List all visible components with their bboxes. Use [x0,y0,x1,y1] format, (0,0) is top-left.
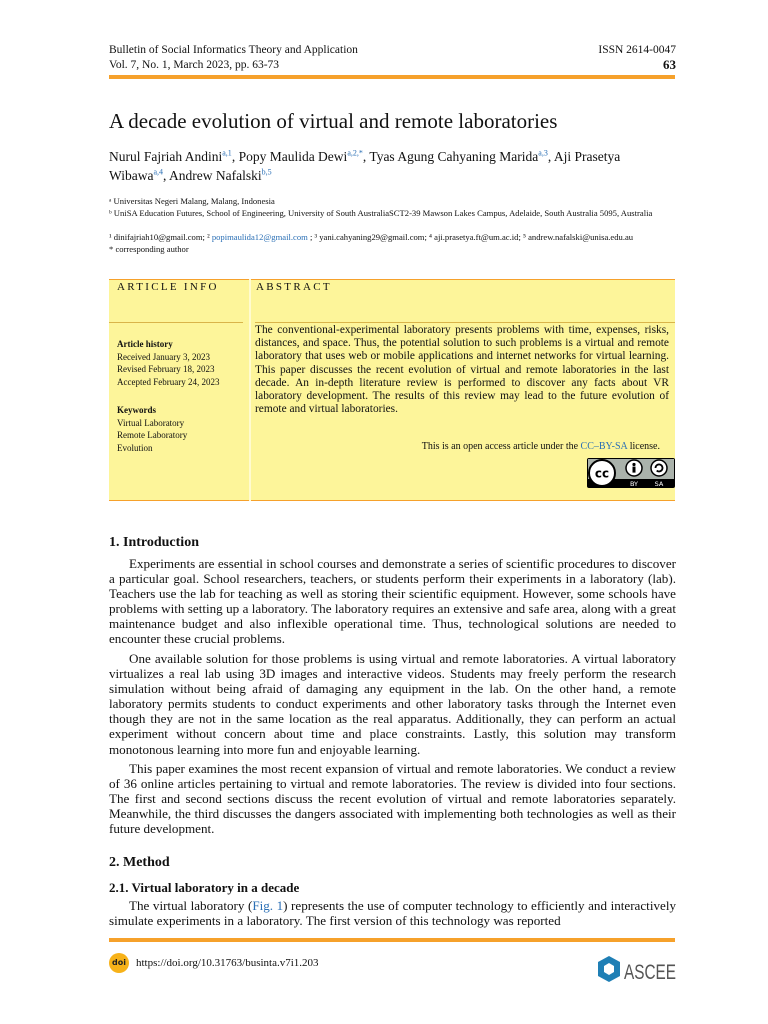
author-name: Popy Maulida Dewi [238,149,348,164]
author-sup[interactable]: a,1 [222,148,232,158]
paragraph-text: One available solution for those problems is using virtual and remote laboratories. A virtual laboratory virtualizes a real lab using 3D images and interactive videos. Students may freely perform the research simulation without being afraid of damaging any equipment in the lab. On the other hand, a remote laboratory permits students to conduct experiments and other laboratory tasks through the Internet even though they are not in the same location as the real apparatus. Additionally, they can perform an actual experiment without concern about time and place constraints. Lastly, this solution may transform monotonous learning into more fun and enjoyable learning. [109,651,676,757]
received-date: Received January 3, 2023 [117,352,210,362]
author-sup[interactable]: b,5 [261,167,272,177]
license-link[interactable]: CC–BY-SA [580,441,628,452]
abstract-text: The conventional-experimental laboratory presents problems with time, expenses, risks, distances, and space. Thus, the potential solution to such problems is a virtual and remote laboratory that uses web or mobile applications and internet networks for virtual learning. This paper discusses the recent evolution of virtual and remote laboratories in the last decade. An in-depth literature review is performed to discover any facts about VR laboratory development. The results of this review may lead to the future evolution of remote and virtual laboratories. [255,324,669,416]
issn: ISSN 2614-0047 [598,44,676,56]
footer-divider [109,938,675,942]
license-text: This is an open access article under the [421,441,581,452]
ascee-logo [596,954,676,993]
keyword-item: Remote Laboratory [117,430,188,440]
author-emails [109,231,679,243]
info-rule [109,322,243,323]
paragraph-text: The virtual laboratory ( [129,898,253,913]
header-divider [109,75,675,79]
doi-icon: doi [109,953,129,973]
volume-info: Vol. 7, No. 1, March 2023, pp. 63-73 [109,59,280,71]
intro-paragraph-3 [109,761,676,836]
figure-link[interactable]: Fig. 1 [252,898,284,913]
paragraph-text: Experiments are essential in school courses and demonstrate a series of scientific procedures to discover a particular goal. School researchers, teachers, or students perform their experiments in a laboratory (lab). Teachers use the lab for teaching as well as storing their scientific equipment. However, some schools have problems with setting up a laboratory. The laboratory requires an extensive and safe area, along with a great maintenance budget and also inflexible operational time. Thus, technological solutions are needed to encounter these crucial problems. [109,556,676,647]
ascee-logo-graphic [596,954,676,988]
emails-text: ; ³ yani.cahyaning29@gmail.com; ⁴ aji.prasetya.ft@um.ac.id; ⁵ andrew.nafalski@unisa.edu.au [307,232,634,242]
intro-heading: 1. Introduction [109,535,199,550]
method-heading: 2. Method [109,855,170,870]
author-sep: , [163,168,170,183]
license-line [422,441,660,452]
author-sep: , [231,149,239,164]
license-text: license. [627,441,660,452]
paper-title: A decade evolution of virtual and remote laboratories [109,109,558,133]
subsection-heading: 2.1. Virtual laboratory in a decade [109,880,300,895]
paragraph-text: This paper examines the most recent expansion of virtual and remote laboratories. We conduct a review of 36 online articles pertaining to virtual and remote laboratories. The review is divided into four sections. The first and second sections discuss the recent evolution of virtual and remote laboratories separately. Meanwhile, the third discusses the dangers associated with implementing both technologies as well as their future development. [109,761,676,837]
box-column-divider [249,279,251,501]
page-number: 63 [663,57,676,72]
abstract-rule [255,322,675,323]
cc-badge-graphic [587,458,675,488]
keywords-label: Keywords [117,405,156,415]
revised-date: Revised February 18, 2023 [117,364,215,374]
author-list [109,147,679,185]
journal-name: Bulletin of Social Informatics Theory and Application [109,44,358,56]
author-sup[interactable]: a,4 [153,167,163,177]
cc-by-sa-badge[interactable] [587,458,675,488]
abstract-heading: ABSTRACT [256,281,332,293]
keyword-item: Evolution [117,443,153,453]
publisher-name: ASCEE [624,961,676,984]
accepted-date: Accepted February 24, 2023 [117,377,220,387]
author-name: Aji Prasetya Wibawa [109,149,621,183]
affiliation-b: ᵇ UniSA Education Futures, School of Engineering, University of South AustraliaSCT2-39 Mawson Lakes Campus, Adelaide, South Australia 5095, Australia [109,208,653,218]
email-link[interactable]: popimaulida12@gmail.com [211,232,308,242]
keyword-item: Virtual Laboratory [117,418,185,428]
share-alike-icon [651,460,667,476]
author-name: Tyas Agung Cahyaning Marida [369,149,539,164]
box-bottom-rule [109,500,675,501]
article-info-heading: ARTICLE INFO [117,281,219,293]
author-sup[interactable]: a,3 [538,148,548,158]
cc-sa-label: SA [654,480,664,488]
history-label: Article history [117,339,173,349]
emails-text: ¹ dinifajriah10@gmail.com; ² [109,232,212,242]
method-paragraph-1 [109,898,676,928]
svg-text:cc: cc [594,466,610,481]
intro-paragraph-2 [109,651,676,757]
author-sep: , [362,149,370,164]
affiliation-a: ᵃ Universitas Negeri Malang, Malang, Indonesia [109,196,275,206]
cc-by-label: BY [629,480,639,488]
doi-link[interactable]: https://doi.org/10.31763/businta.v7i1.203 [136,957,319,969]
box-top-rule [109,279,675,280]
author-sep: , [547,149,554,164]
intro-paragraph-1 [109,556,676,647]
author-name: Nurul Fajriah Andini [109,149,223,164]
paragraph-text: ) represents the use of computer technology to efficiently and interactively simulate experiments in a laboratory. The first version of this technology was reported [109,898,677,929]
corresponding-author: * corresponding author [109,244,189,254]
author-sup[interactable]: a,2,* [347,148,363,158]
author-name: Andrew Nafalski [169,168,262,183]
